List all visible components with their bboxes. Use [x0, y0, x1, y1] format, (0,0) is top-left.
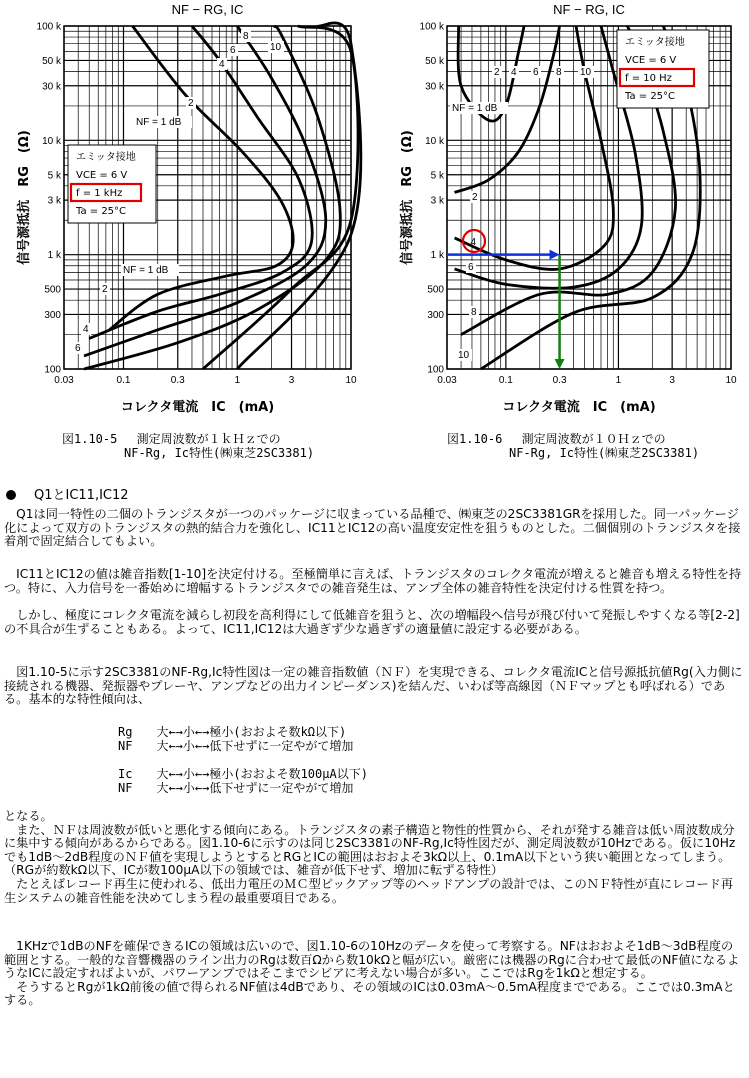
paragraph-5: となる。 また、ＮＦは周波数が低いと悪化する傾向にある。トランジスタの素子構造と物性的性質から、それが発する雑音は低い周波数成分に集中する傾向があるからである。図1.10-6に示すのは同じ2SC3381のNF-Rg,Ic特性図だが、測定周波数が10Hzである。仮に10Hzでも1dB～2dB程度のＮＦ値を実現しようとするとRGとICの範囲はおおよそ3kΩ以上、0.1mA以下という狭い範囲となってしまう。 （RGが約数kΩ以下、ICが数100μA以下の領域では、雑音が低下せず、増加に転ずる特性） たとえばレコード再生に使われる、低出力電圧のＭＣ型ピックアップ等のヘッドアンプの設計では、このＮＦ特性が直にレコード再生システムの雑音性能を決めてしまう程の最重要項目である。	[4, 809, 736, 905]
curve-label: 6	[230, 45, 236, 56]
chart-nf-1khz	[0, 0, 370, 430]
legend-line: VCE = 6 V	[76, 170, 128, 181]
arrow-down-icon	[555, 359, 565, 369]
curve-label: 8	[556, 67, 562, 78]
curve-label: 2	[494, 67, 500, 78]
curve-label: 6	[533, 67, 539, 78]
x-tick-label: 10	[725, 375, 737, 386]
y-tick-label: 30 k	[425, 81, 444, 93]
x-axis-label: コレクタ電流 IC (mA)	[502, 400, 656, 415]
figure-caption-2: 図1.10-6 測定周波数が１０Ｈｚでの NF-Rg, Ic特性(㈱東芝2SC3381)	[447, 432, 700, 460]
legend-line: エミッタ接地	[625, 37, 685, 48]
y-tick-label: 500	[44, 284, 61, 296]
figure-caption-1: 図1.10-5 測定周波数が１ｋＨｚでの NF-Rg, Ic特性(㈱東芝2SC3381)	[62, 432, 315, 460]
legend-line: Ta = 25°C	[76, 206, 127, 217]
y-tick-label: 10 k	[42, 135, 61, 147]
paragraph-2: IC11とIC12の値は雑音指数[1-10]を決定付ける。至極簡単に言えば、トランジスタのコレクタ電流が増えると雑音も増える特性を持つ。特に、入力信号を一番始めに増幅するトランジスタでの雑音発生は、アンプ全体の雑音特性を決定付ける性質を持つ。	[4, 567, 742, 595]
x-tick-label: 0.03	[54, 375, 74, 386]
y-tick-label: 1 k	[430, 250, 444, 262]
curve-label: 8	[243, 31, 249, 42]
paragraph-6: 1KHzで1dBのNFを確保できるICの領域は広いので、図1.10-6の10Hzのデータを使って考察する。NFはおおよそ1dB～3dB程度の範囲とする。一般的な音響機器のライン出力のRgは数百Ωから数10kΩと幅が広い。厳密には機器のRgに合わせて最低のNF値になるようなICに設定すればよいが、パワーアンプではそこまでシビアに考えない場合が多い。ここではRgを1kΩと想定する。 そうするとRgが1kΩ前後の値で得られるNF値は4dBであり、その領域のICは0.03mA～0.5mA程度までである。ここでは0.3mAとする。	[4, 939, 740, 1008]
trend-table-2: Ic 大←→小←→極小(おおよそ数100μA以下) NF 大←→小←→低下せずに一定やがて増加	[118, 767, 368, 795]
y-tick-label: 300	[427, 309, 444, 321]
x-tick-label: 3	[288, 375, 295, 386]
y-tick-label: 50 k	[42, 55, 61, 67]
curve-label: 2	[472, 192, 478, 203]
x-tick-label: 3	[669, 375, 675, 386]
legend-box-2	[617, 30, 709, 108]
paragraph-3: しかし、極度にコレクタ電流を減らし初段を高利得にして低雑音を狙うと、次の増幅段へ信号が飛び付いて発振しやすくなる等[2-2]の不具合が生ずることもある。よって、IC11,IC12は大過ぎず少な過ぎずの適量値に設定する必要がある。	[4, 608, 740, 636]
legend-box-1	[68, 145, 156, 223]
y-tick-label: 3 k	[47, 195, 61, 207]
curve-label: NF = 1 dB	[452, 103, 498, 114]
x-tick-label: 0.3	[552, 375, 567, 386]
x-tick-label: 1	[234, 375, 241, 386]
legend-line: エミッタ接地	[76, 152, 136, 163]
curve-label: 4	[219, 59, 225, 70]
y-tick-label: 30 k	[42, 81, 61, 93]
arrow-right-icon	[550, 250, 560, 260]
trend-table-1: Rg 大←→小←→極小(おおよそ数kΩ以下) NF 大←→小←→低下せずに一定やがて増加	[118, 725, 354, 753]
y-tick-label: 10 k	[425, 135, 444, 147]
paragraph-1: Q1は同一特性の二個のトランジスタが一つのパッケージに収まっている品種で、㈱東芝の2SC3381GRを採用した。同一パッケージ化によって双方のトランジスタの熱的結合力を強化し、IC11とIC12の高い温度安定性を狙うものとした。二個個別のトランジスタを接着剤で固定結合してもよい。	[4, 507, 741, 549]
x-tick-label: 10	[345, 375, 357, 386]
circled-label: 4	[470, 237, 477, 248]
x-tick-label: 1	[615, 375, 622, 386]
y-tick-label: 300	[44, 309, 61, 321]
y-tick-label: 100 k	[419, 21, 444, 33]
curve-label: 10	[458, 350, 470, 361]
x-tick-label: 0.1	[498, 375, 513, 386]
curve-label: 6	[468, 262, 474, 273]
x-tick-label: 0.1	[116, 375, 131, 386]
curve-label: 2	[188, 98, 194, 109]
curve-label: 8	[471, 307, 477, 318]
curve-label: 2	[102, 284, 108, 295]
curve-label: 10	[580, 67, 592, 78]
x-tick-label: 0.03	[437, 375, 457, 386]
y-tick-label: 100	[44, 364, 61, 376]
curve-label: 10	[270, 42, 282, 53]
paragraph-4: 図1.10-5に示す2SC3381のNF-Rg,Ic特性図は一定の雑音指数値（ＮＦ）を実現できる、コレクタ電流ICと信号源抵抗値Rg(入力側に接続される機器、発振器やプレーヤ、アンプなどの出力インピーダンス)を結んだ、いわば等高線図（ＮＦマップとも呼ばれる）である。基本的な特性傾向は、	[4, 665, 743, 707]
curve-label: 4	[83, 324, 89, 335]
legend-line: Ta = 25°C	[625, 91, 676, 102]
legend-line: f = 10 Hz	[625, 73, 672, 84]
nf-curve	[455, 26, 614, 269]
x-axis-label: コレクタ電流 IC (mA)	[120, 400, 275, 415]
chart-nf-10hz	[383, 0, 749, 430]
curve-label: NF = 1 dB	[123, 265, 169, 276]
y-tick-label: 5 k	[430, 170, 444, 182]
y-tick-label: 50 k	[425, 55, 444, 67]
bullet-icon	[6, 490, 16, 500]
y-axis-label: 信号源抵抗 RG (Ω)	[17, 130, 32, 265]
curve-label: 4	[511, 67, 517, 78]
curve-label: NF = 1 dB	[136, 117, 182, 128]
legend-line: f = 1 kHz	[76, 188, 123, 199]
curve-label: 6	[75, 343, 81, 354]
legend-line: VCE = 6 V	[625, 55, 677, 66]
section-heading: Q1とIC11,IC12	[6, 484, 129, 503]
chart-title: NF − RG, IC	[171, 2, 244, 17]
y-tick-label: 3 k	[430, 195, 444, 207]
nf-curve	[237, 23, 361, 369]
y-tick-label: 500	[427, 284, 444, 296]
y-tick-label: 100 k	[36, 21, 61, 33]
x-tick-label: 0.3	[170, 375, 185, 386]
y-axis-label: 信号源抵抗 RG (Ω)	[400, 130, 415, 265]
y-tick-label: 5 k	[47, 170, 61, 182]
chart-title: NF − RG, IC	[553, 2, 625, 17]
y-tick-label: 1 k	[47, 250, 61, 262]
y-tick-label: 100	[427, 364, 444, 376]
